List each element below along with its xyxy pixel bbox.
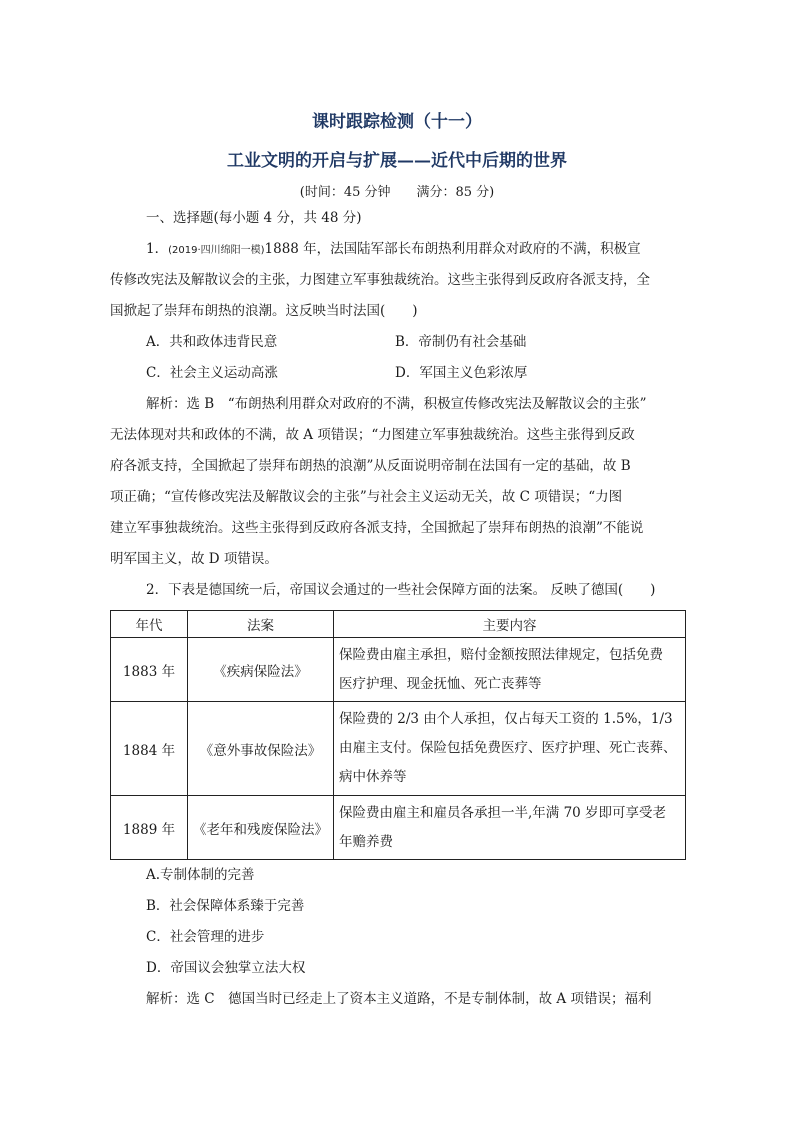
- table-header-row: [111, 611, 686, 638]
- row-law: 《老年和残废保险法》: [188, 796, 334, 860]
- table-header-year: 年代: [111, 611, 188, 638]
- table-row: [111, 702, 686, 796]
- q1-option-b: B．帝制仍有社会基础: [395, 334, 527, 350]
- row-year: 1889 年: [111, 796, 188, 860]
- row-year: 1884 年: [111, 702, 188, 796]
- exam-meta: (时间：45 分钟 满分：85 分): [299, 185, 495, 200]
- table-row: [111, 638, 686, 702]
- q2-stem: 2．下表是德国统一后，帝国议会通过的一些社会保障方面的法案。 反映了德国( ): [146, 582, 656, 598]
- row-content: [334, 702, 686, 796]
- q1-analysis-line: 府各派支持，全国掀起了崇拜布朗热的浪潮”从反面说明帝制在法国有一定的基础，故 B: [110, 458, 631, 474]
- q1-number: 1．: [146, 241, 169, 257]
- q1-option-d: D．军国主义色彩浓厚: [395, 365, 528, 381]
- q1-stem-line-3: 国掀起了崇拜布朗热的浪潮。这反映当时法国( ): [110, 303, 418, 319]
- q1-analysis-line: 建立军事独裁统治。这些主张得到反政府各派支持，全国掀起了崇拜布朗热的浪潮”不能说: [110, 520, 644, 536]
- row-content-line: 保险费的 2/3 由个人承担，仅占每天工资的 1.5%，1/3: [339, 711, 673, 727]
- row-content-line: 医疗护理、现金抚恤、死亡丧葬等: [339, 675, 542, 692]
- row-year: 1883 年: [111, 638, 188, 702]
- table-header-law: 法案: [188, 611, 334, 638]
- q2-analysis-line: 解析：选 C 德国当时已经走上了资本主义道路，不是专制体制，故 A 项错误；福利: [146, 991, 652, 1007]
- q1-analysis-line: 解析：选 B “布朗热利用群众对政府的不满，积极宣传修改宪法及解散议会的主张”: [146, 396, 647, 412]
- page-subtitle: 工业文明的开启与扩展——近代中后期的世界: [227, 151, 567, 171]
- q2-option-a: A.专制体制的完善: [146, 867, 255, 883]
- q2-option-c: C．社会管理的进步: [146, 929, 265, 945]
- q1-option-c: C．社会主义运动高涨: [146, 365, 278, 381]
- q1-stem-line-2: 传修改宪法及解散议会的主张，力图建立军事独裁统治。这些主张得到反政府各派支持，全: [110, 272, 650, 288]
- row-law: 《疾病保险法》: [188, 638, 334, 702]
- q1-analysis-line: 明军国主义，故 D 项错误。: [110, 551, 278, 567]
- q1-option-a: A．共和政体违背民意: [146, 334, 278, 350]
- q1-analysis-line: 无法体现对共和政体的不满，故 A 项错误；“力图建立军事独裁统治。这些主张得到反政: [110, 427, 635, 443]
- table-header-content: 主要内容: [334, 611, 686, 638]
- q1-analysis-line: 项正确；“宣传修改宪法及解散议会的主张”与社会主义运动无关，故 C 项错误；“力图: [110, 489, 623, 505]
- row-content-line: 保险费由雇主承担，赔付金额按照法律规定，包括免费: [339, 646, 663, 663]
- q1-source: (2019·四川绵阳一模): [168, 245, 265, 256]
- row-content-line: 病中休养等: [339, 769, 407, 785]
- q2-option-b: B．社会保障体系臻于完善: [146, 898, 305, 914]
- q2-option-d: D．帝国议会独掌立法大权: [146, 960, 306, 976]
- social-insurance-table: [110, 610, 686, 860]
- row-content-line: 保险费由雇主和雇员各承担一半,年满 70 岁即可享受老: [339, 804, 667, 821]
- row-content: [334, 638, 686, 702]
- page-title: 课时跟踪检测（十一）: [312, 112, 482, 132]
- row-content: [334, 796, 686, 860]
- row-content-line: 由雇主支付。保险包括免费医疗、医疗护理、死亡丧葬、: [339, 740, 677, 756]
- section-heading: 一、选择题(每小题 4 分，共 48 分): [146, 210, 362, 226]
- table-row: [111, 796, 686, 860]
- q1-stem-line-1: [146, 240, 726, 260]
- row-law: 《意外事故保险法》: [188, 702, 334, 796]
- row-content-line: 年赡养费: [339, 833, 393, 850]
- q1-stem-text: 1888 年，法国陆军部长布朗热利用群众对政府的不满，积极宣: [264, 241, 641, 257]
